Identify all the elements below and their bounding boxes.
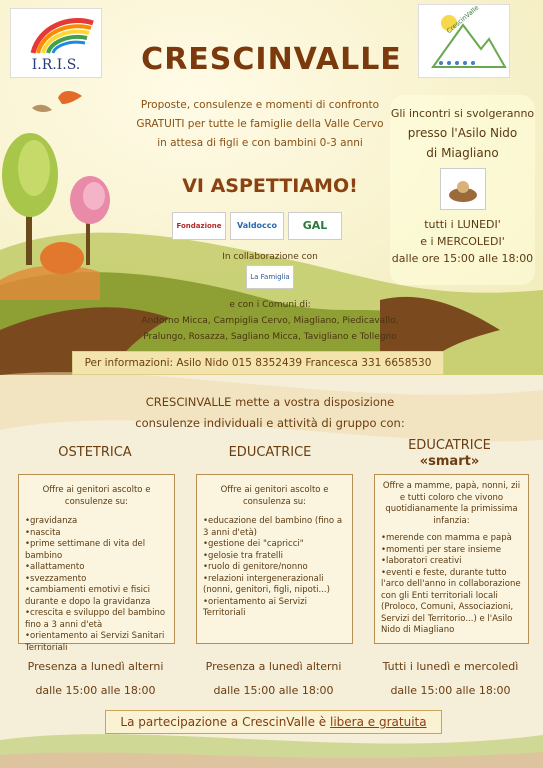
list-item: • allattamento [25,562,168,574]
service-list [19,516,174,654]
partner-logo-la-famiglia: La Famiglia [246,265,294,289]
presence-ostetrica: Presenza a lunedì alterni [27,660,164,673]
contact-info-bar: Per informazioni: Asilo Nido 015 8352439 Francesca 331 6658530 [72,351,444,375]
participation-banner [105,710,442,734]
intro-line-3: in attesa di figli e con bambini 0-3 anni [157,137,363,149]
panel-educatrice-smart [374,474,529,644]
participation-prefix: La partecipazione a CrescinValle è [120,715,327,729]
intro-text [120,96,400,153]
towns-list [90,297,450,345]
sponsor-logo-gal: GAL [288,212,342,240]
list-item: • eventi e feste, durante tutto l'arco dell'anno in collaborazione con gli Enti territoriali locali (Proloco, Comuni, Associazioni, Servizi del Territorio...) e l'Asilo Nido di Miagliano [381,568,522,637]
sponsor-logo-valdocco: Valdocco [230,212,284,240]
column-title-ostetrica: OSTETRICA [58,445,132,460]
list-item: • gestione dei "capricci" [203,539,346,551]
column-subtitle: «smart» [419,454,480,469]
intro-line-2: GRATUITI per tutte le famiglie della Valle Cervo [136,118,384,130]
column-title: EDUCATRICE [408,438,491,453]
towns-line-2: Andorno Micca, Campiglia Cervo, Miagliano, Piedicavallo, [141,316,399,326]
section-intro [60,392,480,434]
list-item: • nascita [25,528,168,540]
list-item: • gravidanza [25,516,168,528]
panel-ostetrica [18,474,175,653]
presence-educatrice-smart: Tutti i lunedì e mercoledì [382,660,519,673]
list-item: • gelosie tra fratelli [203,551,346,563]
crescinvalle-logo-text: CrescinValle [445,3,481,36]
presence-educatrice: Presenza a lunedì alterni [205,660,342,673]
collaboration-label: In collaborazione con [222,252,318,262]
panel-lead: Offre ai genitori ascolto e consulenze su: [42,485,151,507]
service-list [375,533,528,637]
list-item: • svezzamento [25,574,168,586]
nest-icon [441,169,485,209]
info-line-3: di Miagliano [426,146,499,160]
page-title: CRESCINVALLE [141,42,402,77]
list-item: • merende con mamma e papà [381,533,522,545]
section-intro-line-1: CRESCINVALLE mette a vostra disposizione [145,395,395,409]
column-title-educatrice: EDUCATRICE [228,445,312,460]
asilo-nido-logo [440,168,486,210]
hours-ostetrica: dalle 15:00 alle 18:00 [35,684,156,697]
column-title-educatrice-smart [372,438,527,470]
info-days-2: e i MERCOLEDI' [420,235,505,248]
panel-lead: Offre ai genitori ascolto e consulenza su: [220,485,329,507]
list-item: • orientamento ai Servizi Sanitari Territoriali [25,631,168,654]
info-hours: dalle ore 15:00 alle 18:00 [391,252,534,265]
panel-lead: Offre a mamme, papà, nonni, zii e tutti coloro che vivono quotidianamente la primissima infanzia: [382,481,521,526]
list-item: • educazione del bambino (fino a 3 anni d'età) [203,516,346,539]
welcome-heading: VI ASPETTIAMO! [182,175,358,197]
info-line-1: Gli incontri si svolgeranno [390,107,535,120]
info-line-2: presso l'Asilo Nido [407,126,518,140]
hours-educatrice: dalle 15:00 alle 18:00 [213,684,334,697]
list-item: • ruolo di genitore/nonno [203,562,346,574]
hours-educatrice-smart: dalle 15:00 alle 18:00 [390,684,511,697]
list-item: • orientamento ai Servizi Territoriali [203,597,346,620]
intro-line-1: Proposte, consulenze e momenti di confronto [140,99,380,111]
sponsor-logo-fondazione: Fondazione [172,212,226,240]
list-item: • laboratori creativi [381,556,522,568]
meeting-info-card [390,95,535,285]
list-item: • crescita e sviluppo del bambino fino a 3 anni d'età [25,608,168,631]
list-item: • relazioni intergenerazionali (nonni, genitori, figli, nipoti...) [203,574,346,597]
section-intro-line-2: consulenze individuali e attività di gruppo con: [135,416,405,430]
towns-line-3: Pralungo, Rosazza, Sagliano Micca, Tavigliano e Tollegno [143,332,397,342]
info-days-1: tutti i LUNEDI' [424,218,501,231]
towns-line-1: e con i Comuni di: [229,300,311,310]
iris-logo-text: I.R.I.S. [31,57,81,73]
list-item: • cambiamenti emotivi e fisici durante e dopo la gravidanza [25,585,168,608]
panel-educatrice [196,474,353,644]
service-list [197,516,352,620]
list-item: • prime settimane di vita del bambino [25,539,168,562]
list-item: • momenti per stare insieme [381,545,522,557]
participation-emphasis: libera e gratuita [330,715,427,729]
